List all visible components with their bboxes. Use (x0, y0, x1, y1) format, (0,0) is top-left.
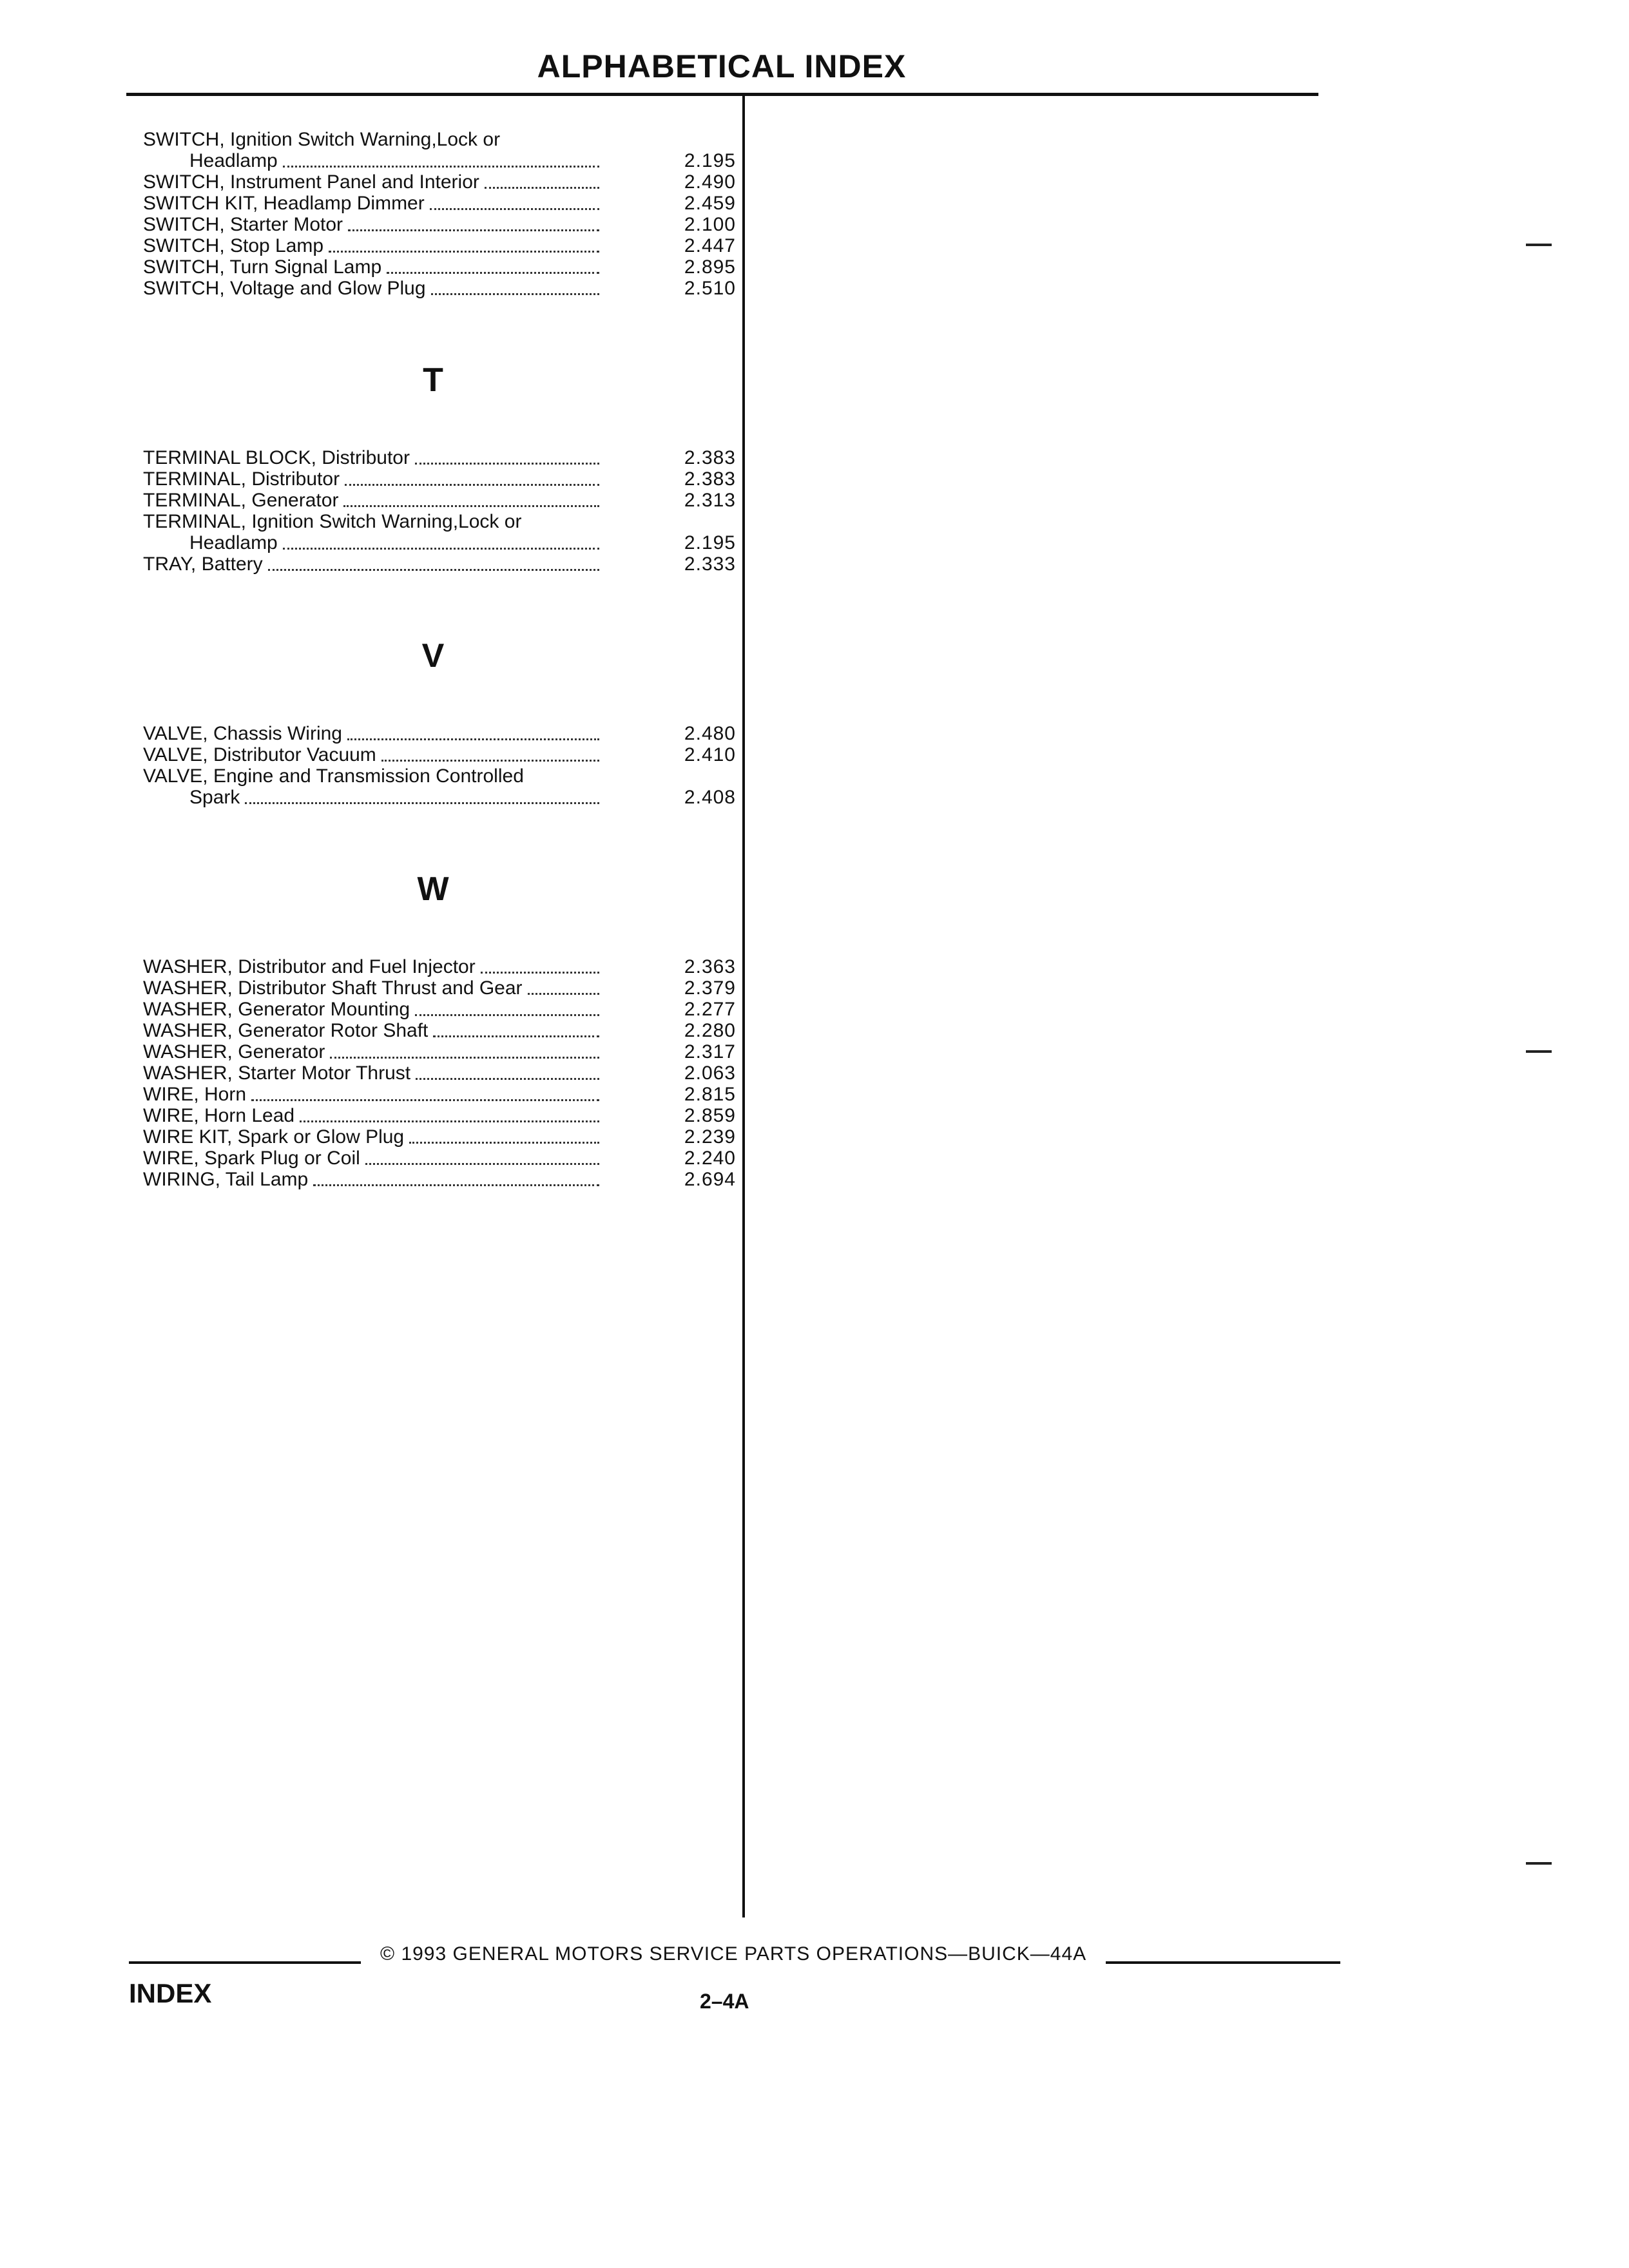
index-entry (143, 214, 736, 235)
entry-label: WIRE, Horn (143, 1084, 247, 1105)
dot-leader (431, 291, 599, 295)
entry-page-ref: 2.895 (684, 256, 736, 278)
entry-label: TERMINAL BLOCK, Distributor (143, 447, 410, 468)
index-entry (143, 553, 736, 575)
entry-label: WIRE KIT, Spark or Glow Plug (143, 1126, 405, 1148)
entry-page-ref: 2.459 (684, 193, 736, 214)
column-divider (742, 94, 745, 1917)
dot-leader (245, 800, 599, 804)
entry-label: TERMINAL, Generator (143, 490, 339, 511)
footer-rule-right (1106, 1961, 1340, 1964)
dot-leader (433, 1033, 599, 1037)
index-entry (143, 1041, 736, 1062)
dot-leader (283, 546, 599, 550)
entry-label: WASHER, Starter Motor Thrust (143, 1062, 411, 1084)
margin-tick (1526, 1862, 1552, 1865)
index-entry (143, 956, 736, 977)
dot-leader (481, 970, 599, 974)
section-letter: V (421, 637, 445, 675)
dot-leader (347, 736, 599, 740)
dot-leader (415, 1012, 599, 1016)
dot-leader (528, 991, 599, 995)
entry-page-ref: 2.100 (684, 214, 736, 235)
margin-tick (1526, 244, 1552, 246)
entry-label: SWITCH, Voltage and Glow Plug (143, 278, 426, 299)
entry-page-ref: 2.447 (684, 235, 736, 256)
index-entry (143, 171, 736, 193)
entry-label: SWITCH, Starter Motor (143, 214, 343, 235)
index-entry (143, 1169, 736, 1190)
index-entry (143, 1062, 736, 1084)
dot-leader (329, 249, 599, 253)
dot-leader (283, 164, 599, 168)
footer-section-name: INDEX (129, 1978, 212, 2008)
entry-page-ref: 2.239 (684, 1126, 736, 1148)
dot-leader (348, 227, 599, 231)
entry-label: WASHER, Distributor and Fuel Injector (143, 956, 476, 977)
entry-label: TERMINAL, Distributor (143, 468, 340, 490)
index-entry (143, 256, 736, 278)
entry-page-ref: 2.317 (684, 1041, 736, 1062)
dot-leader (313, 1182, 599, 1186)
index-entry (143, 744, 736, 765)
entry-label: SWITCH, Stop Lamp (143, 235, 324, 256)
index-sections (143, 129, 736, 1190)
index-section (143, 361, 736, 575)
entry-page-ref: 2.859 (684, 1105, 736, 1126)
footer-page-number: 2–4A (700, 1990, 749, 2013)
dot-leader (416, 1076, 599, 1080)
dot-leader (381, 758, 599, 762)
entry-label: Headlamp (189, 150, 278, 171)
header-rule (126, 93, 1318, 96)
entry-page-ref: 2.195 (684, 150, 736, 171)
entry-page-ref: 2.333 (684, 553, 736, 575)
entry-label: WASHER, Distributor Shaft Thrust and Gear (143, 977, 523, 999)
entry-first-line: SWITCH, Ignition Switch Warning,Lock or (143, 129, 501, 150)
entry-page-ref: 2.277 (684, 999, 736, 1020)
entry-label: WASHER, Generator Rotor Shaft (143, 1020, 429, 1041)
entry-label: WIRE, Horn Lead (143, 1105, 295, 1126)
dot-leader (365, 1161, 599, 1165)
entry-page-ref: 2.510 (684, 278, 736, 299)
entry-page-ref: 2.195 (684, 532, 736, 553)
dot-leader (409, 1140, 599, 1144)
index-section (143, 637, 736, 808)
entry-label: Spark (189, 787, 240, 808)
entry-page-ref: 2.280 (684, 1020, 736, 1041)
entry-page-ref: 2.379 (684, 977, 736, 999)
index-entry (143, 278, 736, 299)
index-entry (143, 1105, 736, 1126)
dot-leader (345, 482, 599, 486)
entry-label: WIRING, Tail Lamp (143, 1169, 309, 1190)
entry-label: VALVE, Chassis Wiring (143, 723, 342, 744)
entry-label: SWITCH, Turn Signal Lamp (143, 256, 382, 278)
index-entry (143, 999, 736, 1020)
entry-page-ref: 2.240 (684, 1148, 736, 1169)
footer-rule-left (129, 1961, 361, 1964)
entry-label: Headlamp (189, 532, 278, 553)
dot-leader (387, 270, 599, 274)
entry-page-ref: 2.383 (684, 447, 736, 468)
entry-label: WIRE, Spark Plug or Coil (143, 1148, 360, 1169)
entry-page-ref: 2.363 (684, 956, 736, 977)
entry-first-line: VALVE, Engine and Transmission Controlled (143, 765, 524, 787)
dot-leader (268, 567, 599, 571)
entry-first-line: TERMINAL, Ignition Switch Warning,Lock or (143, 511, 522, 532)
entry-label: SWITCH, Instrument Panel and Interior (143, 171, 479, 193)
index-section (143, 870, 736, 1190)
entry-label: SWITCH KIT, Headlamp Dimmer (143, 193, 425, 214)
entry-label: WASHER, Generator (143, 1041, 325, 1062)
index-entry (143, 490, 736, 511)
dot-leader (251, 1097, 599, 1101)
dot-leader (300, 1119, 599, 1122)
entry-page-ref: 2.063 (684, 1062, 736, 1084)
dot-leader (343, 503, 599, 507)
index-entry (143, 447, 736, 468)
index-entry (143, 1148, 736, 1169)
index-entry (143, 511, 736, 553)
margin-tick (1526, 1050, 1552, 1053)
dot-leader (330, 1055, 599, 1059)
index-entry (143, 129, 736, 171)
entry-label: VALVE, Distributor Vacuum (143, 744, 376, 765)
index-entry (143, 723, 736, 744)
section-letter: W (417, 870, 449, 908)
dot-leader (485, 185, 599, 189)
page-title: ALPHABETICAL INDEX (537, 48, 907, 84)
index-column (143, 129, 736, 1252)
dot-leader (415, 461, 599, 465)
entry-page-ref: 2.480 (684, 723, 736, 744)
index-entry (143, 977, 736, 999)
section-letter: T (423, 361, 443, 399)
index-entry (143, 1084, 736, 1105)
footer-copyright: © 1993 GENERAL MOTORS SERVICE PARTS OPERATIONS—BUICK—44A (380, 1943, 1087, 1965)
index-entry (143, 193, 736, 214)
index-entry (143, 765, 736, 808)
index-entry (143, 1126, 736, 1148)
entry-page-ref: 2.490 (684, 171, 736, 193)
entry-page-ref: 2.694 (684, 1169, 736, 1190)
index-section (143, 129, 736, 299)
entry-page-ref: 2.408 (684, 787, 736, 808)
entry-page-ref: 2.410 (684, 744, 736, 765)
index-entry (143, 235, 736, 256)
entry-label: TRAY, Battery (143, 553, 263, 575)
entry-page-ref: 2.383 (684, 468, 736, 490)
index-entry (143, 468, 736, 490)
dot-leader (430, 206, 599, 210)
index-entry (143, 1020, 736, 1041)
entry-page-ref: 2.815 (684, 1084, 736, 1105)
entry-page-ref: 2.313 (684, 490, 736, 511)
entry-label: WASHER, Generator Mounting (143, 999, 410, 1020)
